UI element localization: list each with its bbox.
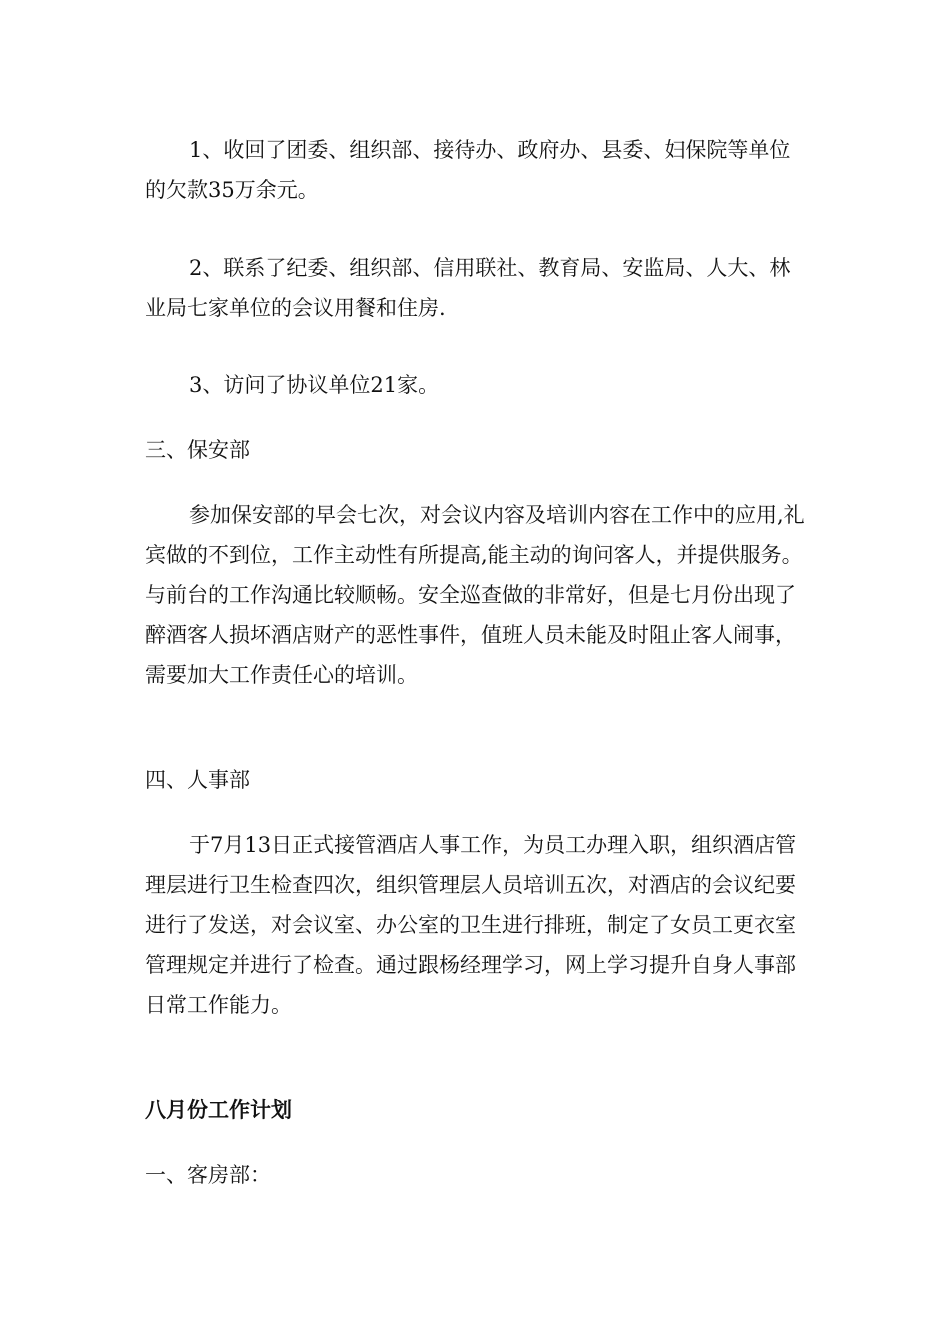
paragraph-visits: 3、访问了协议单位21家。 (189, 373, 440, 397)
section-heading-hr: 四、人事部 (145, 768, 250, 792)
paragraph-contact-units: 2、联系了纪委、组织部、信用联社、教育局、安监局、人大、林业局七家单位的会议用餐和住房. (145, 256, 791, 320)
paragraph-hr-report: 于7月13日正式接管酒店人事工作，为员工办理入职，组织酒店管理层进行卫生检查四次，组织管理层人员培训五次，对酒店的会议纪要进行了发送，对会议室、办公室的卫生进行排班，制定了女员工更衣室管理规定并进行了检查。通过跟杨经理学习，网上学习提升自身人事部日常工作能力。 (145, 833, 797, 1017)
section-heading-housekeeping: 一、客房部： (145, 1163, 271, 1187)
paragraph-debt-collection: 1、收回了团委、组织部、接待办、政府办、县委、妇保院等单位的欠款35万余元。 (145, 138, 791, 202)
section-heading-security: 三、保安部 (145, 438, 250, 462)
section-heading-august-plan: 八月份工作计划 (145, 1097, 292, 1122)
paragraph-security-report: 参加保安部的早会七次，对会议内容及培训内容在工作中的应用,礼宾做的不到位，工作主动性有所提高,能主动的询问客人，并提供服务。与前台的工作沟通比较顺畅。安全巡查做的非常好，但是七月份出现了醉酒客人损坏酒店财产的恶性事件，值班人员未能及时阻止客人闹事，需要加大工作责任心的培训。 (145, 503, 805, 687)
